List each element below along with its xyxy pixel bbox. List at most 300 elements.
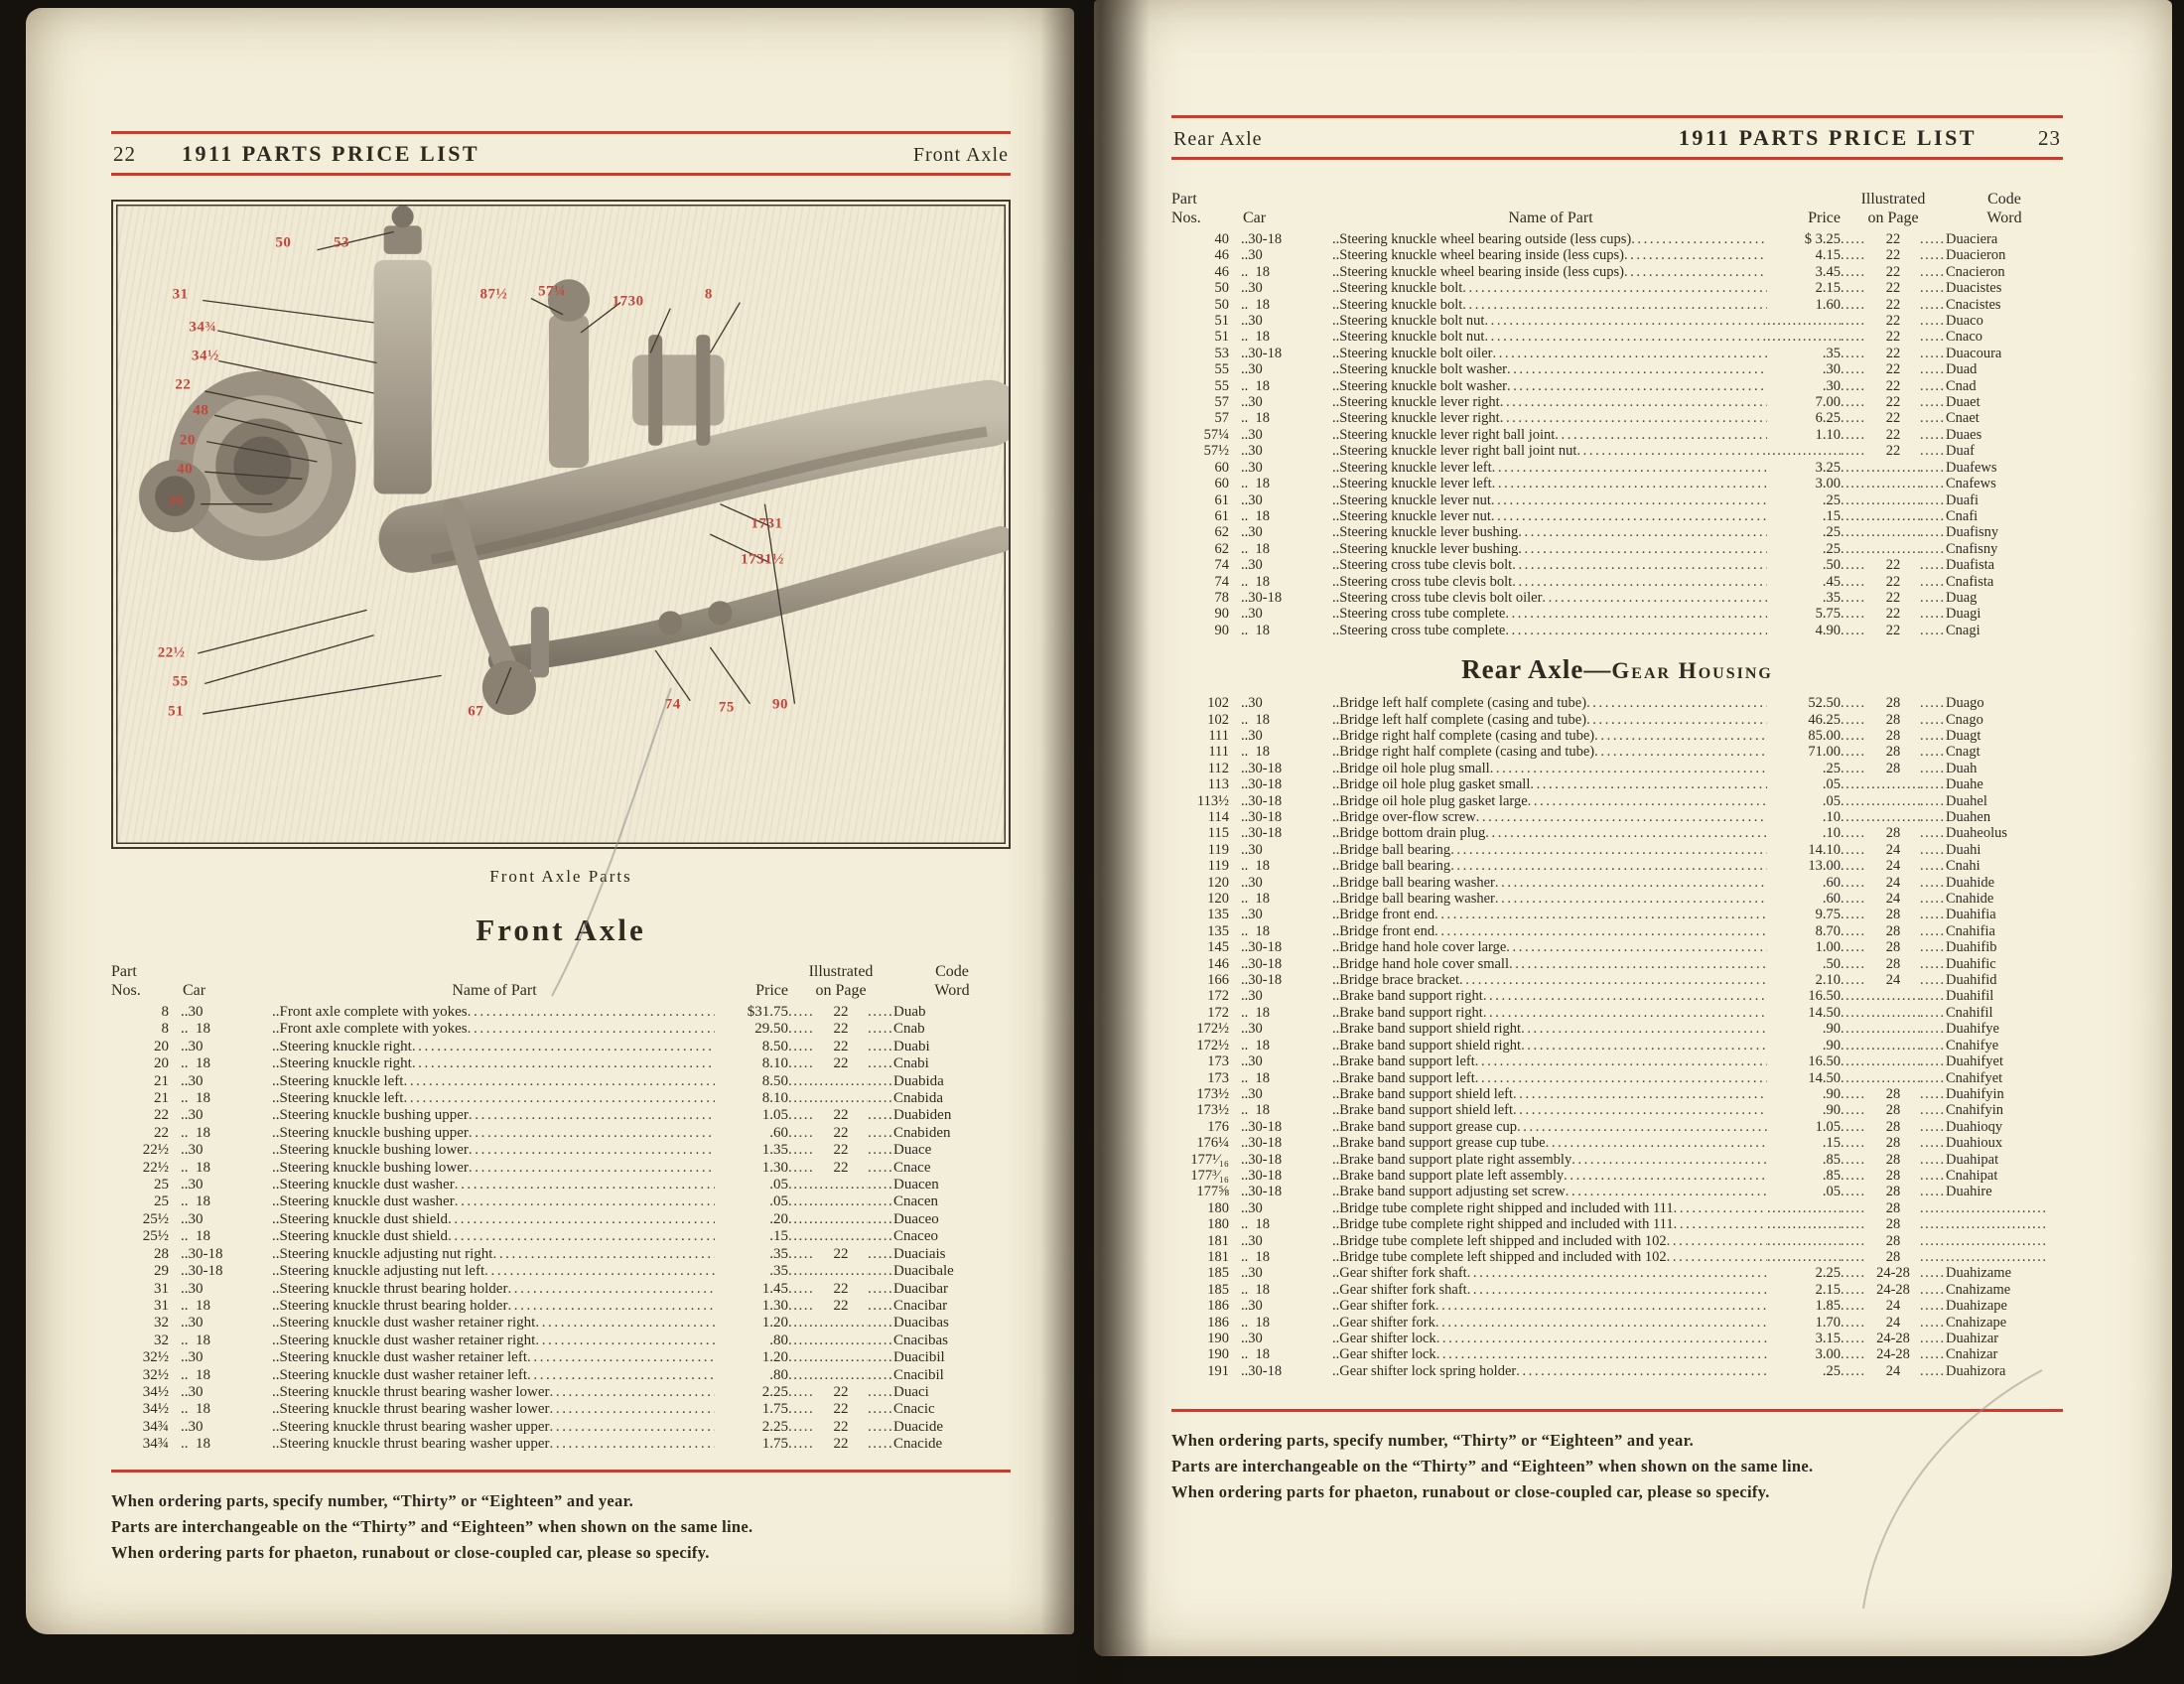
cell-code-word: Cnace — [893, 1159, 931, 1176]
parts-row — [111, 1107, 1011, 1124]
cell-car: ..30 — [181, 1177, 204, 1193]
dot-leader — [1920, 247, 1946, 263]
parts-row — [1171, 1086, 2063, 1102]
cell-illustrated-page: 28 — [1885, 744, 1901, 761]
dot-leader — [1841, 623, 1866, 638]
dot-leader — [1516, 1363, 1767, 1379]
cell-illustrated-page: 28 — [1885, 1248, 1901, 1265]
parts-row — [111, 1384, 1011, 1401]
dot-leader — [1624, 247, 1767, 263]
header-rule-bottom — [1171, 157, 2063, 160]
cell-part-name: .. Bridge over-flow screw — [1332, 809, 1476, 825]
cell-part-name: .. Brake band support grease cup tube — [1332, 1135, 1546, 1151]
cell-car: ..30-18 — [1241, 1167, 1283, 1184]
cell-price: .50 — [1822, 955, 1841, 972]
cell-part-number: 90 — [1214, 622, 1229, 638]
cell-part-name: .. Steering knuckle dust washer retainer left — [272, 1349, 527, 1366]
dot-leader — [1507, 378, 1767, 394]
cell-illustrated-page: 22 — [1885, 263, 1901, 280]
parts-row — [1171, 297, 2063, 313]
cell-code-word: Cnaco — [1946, 329, 1983, 346]
dot-leader — [1841, 1038, 1866, 1053]
cell-illustrated-page: 28 — [1885, 955, 1901, 972]
cell-part-number: 50 — [1214, 280, 1229, 297]
cell-part-number: 180 — [1207, 1199, 1229, 1216]
cell-part-name: .. Steering cross tube clevis bolt — [1332, 574, 1512, 590]
cell-illustrated-page: 22 — [1885, 361, 1901, 378]
cell-code-word: Cnacibas — [893, 1332, 948, 1348]
dot-leader — [788, 1436, 814, 1453]
cell-price: .10 — [1822, 809, 1841, 825]
cell-part-number: 20 — [154, 1038, 169, 1054]
cell-code-word: Duabiden — [893, 1107, 952, 1124]
parts-row — [1171, 907, 2063, 922]
cell-part-name: .. Steering knuckle lever left — [1332, 460, 1492, 476]
cell-price — [1767, 1216, 1841, 1232]
dot-leader — [1841, 744, 1866, 760]
cell-car: ..30 — [181, 1315, 204, 1332]
cell-code-word: Duacibil — [893, 1349, 945, 1366]
dot-leader — [1920, 875, 1946, 891]
dot-leader — [1920, 508, 1946, 524]
cell-part-name: .. Steering knuckle thrust bearing washer lower — [272, 1401, 550, 1418]
cell-part-name: .. Bridge tube complete left shipped and included with 102 — [1332, 1249, 1667, 1265]
cell-illustrated-page: 28 — [1885, 907, 1901, 923]
page-title: 1911 PARTS PRICE LIST — [1678, 125, 1977, 150]
dot-leader — [868, 1263, 893, 1280]
illustration-callout-number: 87½ — [479, 286, 508, 303]
parts-row — [1171, 712, 2063, 728]
dot-leader — [788, 1211, 814, 1228]
dot-leader — [1920, 346, 1946, 361]
cell-part-number: 8 — [161, 1004, 169, 1020]
cell-part-number: 113 — [1207, 776, 1229, 793]
cell-code-word: Cnahifia — [1946, 922, 1995, 939]
cell-part-number: 185 — [1207, 1281, 1229, 1298]
cell-part-name: .. Steering knuckle bushing upper — [272, 1125, 469, 1142]
dot-leader — [1841, 476, 1866, 491]
dot-leader — [469, 1125, 715, 1142]
dot-leader — [788, 1228, 814, 1245]
dot-leader — [1841, 361, 1866, 377]
dot-leader — [1500, 394, 1767, 410]
parts-row — [111, 1349, 1011, 1366]
cell-illustrated-page: 22 — [1885, 394, 1901, 411]
cell-price: 29.50 — [754, 1021, 788, 1038]
cell-part-name: .. Steering knuckle thrust bearing holder — [272, 1281, 507, 1298]
cell-illustrated-page: 28 — [1885, 1232, 1901, 1249]
dot-leader — [1841, 1168, 1866, 1184]
gear-housing-rows — [1171, 695, 2063, 1379]
dot-leader — [868, 1177, 893, 1193]
cell-part-name: .. Steering knuckle bolt — [1332, 297, 1462, 313]
cell-price: 2.15 — [1815, 1281, 1841, 1298]
cell-part-name: .. Steering knuckle lever nut — [1332, 492, 1491, 508]
cell-part-name: .. Steering knuckle adjusting nut right — [272, 1246, 492, 1263]
note-line: When ordering parts, specify number, “Thirty” or “Eighteen” and year. — [1171, 1431, 1695, 1451]
cell-car: ..30-18 — [181, 1263, 223, 1280]
cell-price — [1767, 1200, 1841, 1216]
parts-row — [1171, 1282, 2063, 1298]
cell-car: .. 18 — [1241, 622, 1270, 638]
cell-part-number: 120 — [1207, 891, 1229, 908]
dot-leader — [1467, 1265, 1767, 1281]
cell-code-word — [1946, 1216, 2063, 1232]
cell-illustrated-page: 24 — [1885, 1298, 1901, 1315]
cell-illustrated-page: 22 — [833, 1038, 849, 1054]
cell-part-name: .. Bridge right half complete (casing and tube) — [1332, 744, 1594, 760]
illustration-callout-number: 55 — [172, 673, 189, 690]
illustration-callout-number: 8 — [704, 286, 713, 303]
cell-price: .85 — [1822, 1151, 1841, 1168]
cell-code-word: Duahioux — [1946, 1135, 2003, 1152]
dot-leader — [1920, 761, 1946, 776]
col-header-name: Name of Part — [1508, 210, 1593, 226]
parts-row — [111, 1055, 1011, 1072]
cell-illustrated-page — [1866, 988, 1920, 1004]
cell-code-word: Duaciera — [1946, 231, 1998, 247]
col-header-page: Illustrated on Page — [808, 963, 874, 999]
cell-price: 4.90 — [1815, 622, 1841, 638]
dot-leader — [1841, 346, 1866, 361]
cell-part-number: 51 — [1214, 329, 1229, 346]
dot-leader — [1841, 1070, 1866, 1086]
cell-code-word: Cnahizape — [1946, 1314, 2007, 1331]
dot-leader — [1492, 476, 1767, 491]
cell-code-word: Cnahifyin — [1946, 1102, 2003, 1119]
cell-part-number: 31 — [154, 1297, 169, 1314]
cell-part-name: .. Steering knuckle dust washer — [272, 1177, 455, 1193]
cell-part-number: 22 — [154, 1107, 169, 1124]
cell-part-name: .. Steering knuckle lever right — [1332, 410, 1500, 426]
cell-code-word: Duacoura — [1946, 345, 2002, 361]
cell-code-word: Cnafews — [1946, 476, 1996, 492]
cell-price: .30 — [1822, 361, 1841, 378]
cell-car: .. 18 — [181, 1124, 210, 1141]
cell-part-number: 173 — [1207, 1053, 1229, 1070]
cell-car: .. 18 — [1241, 263, 1270, 280]
parts-row — [1171, 1038, 2063, 1053]
parts-row — [1171, 809, 2063, 825]
dot-leader — [1667, 1233, 1767, 1249]
cell-car: ..30 — [1241, 841, 1263, 858]
illustration-caption: Front Axle Parts — [489, 867, 632, 886]
cell-illustrated-page: 22 — [833, 1436, 849, 1453]
dot-leader — [1841, 875, 1866, 891]
dot-leader — [868, 1073, 893, 1090]
dot-leader — [868, 1142, 893, 1159]
cell-part-number: 135 — [1207, 907, 1229, 923]
cell-price — [1767, 443, 1841, 459]
dot-leader — [1841, 1021, 1866, 1037]
dot-leader — [484, 1263, 715, 1280]
dot-leader — [1920, 1184, 1946, 1199]
col-header-name: Name of Part — [452, 982, 537, 999]
cell-illustrated-page: 28 — [1885, 1118, 1901, 1135]
cell-price: 14.50 — [1808, 1069, 1841, 1086]
dot-leader — [1841, 410, 1866, 426]
cell-code-word: Duahifye — [1946, 1021, 1999, 1038]
cell-price: 3.25 — [1815, 459, 1841, 476]
cell-code-word: Duahide — [1946, 874, 1995, 891]
cell-code-word: Cnahifyet — [1946, 1069, 2003, 1086]
cell-illustrated-page: 22 — [1885, 296, 1901, 313]
cell-illustrated-page — [1866, 541, 1920, 557]
cell-price: 5.75 — [1815, 606, 1841, 623]
dot-leader — [1841, 1298, 1866, 1314]
cell-code-word: Cnabida — [893, 1090, 943, 1107]
dot-leader — [507, 1281, 715, 1298]
cell-part-number: 53 — [1214, 345, 1229, 361]
cell-illustrated-page: 22 — [1885, 573, 1901, 590]
cell-code-word: Duacen — [893, 1177, 939, 1193]
cell-car: ..30 — [1241, 1298, 1263, 1315]
parts-row — [1171, 1005, 2063, 1021]
cell-part-name: .. Brake band support plate left assembly — [1332, 1168, 1564, 1184]
cell-price: .60 — [1822, 891, 1841, 908]
cell-part-number: 90 — [1214, 606, 1229, 623]
dot-leader — [1841, 956, 1866, 972]
cell-part-number: 119 — [1207, 858, 1229, 875]
cell-price: .90 — [1822, 1102, 1841, 1119]
cell-car: ..30 — [1241, 557, 1263, 574]
parts-row — [1171, 1265, 2063, 1281]
cell-car: .. 18 — [181, 1021, 210, 1038]
rear-axle-table — [1171, 190, 2063, 638]
dot-leader — [1920, 574, 1946, 590]
cell-part-name: .. Steering knuckle wheel bearing outside (less cups) — [1332, 231, 1631, 247]
cell-code-word: Duahifia — [1946, 907, 1996, 923]
dot-leader — [868, 1004, 893, 1021]
parts-row — [111, 1193, 1011, 1210]
cell-part-name: .. Brake band support shield left — [1332, 1086, 1513, 1102]
header-rule-bottom — [111, 173, 1011, 176]
cell-code-word: Duahific — [1946, 955, 1996, 972]
illustration-callout-number: 22½ — [157, 644, 186, 661]
dot-leader — [1920, 231, 1946, 247]
cell-code-word: Cnafisny — [1946, 540, 1998, 557]
cell-price: 1.00 — [1815, 939, 1841, 956]
dot-leader — [1841, 427, 1866, 443]
parts-row — [1171, 1216, 2063, 1232]
cell-code-word: Duahifid — [1946, 972, 1997, 989]
cell-part-name: .. Steering knuckle dust washer retainer right — [272, 1315, 535, 1332]
cell-price — [1767, 313, 1841, 329]
cell-car: ..30 — [1241, 1265, 1263, 1282]
cell-price: 52.50 — [1808, 695, 1841, 712]
cell-illustrated-page — [814, 1315, 868, 1332]
cell-part-number: 177³⁄₁₆ — [1190, 1167, 1229, 1184]
illustration-callout-number: 31 — [172, 286, 189, 303]
cell-illustrated-page: 22 — [1885, 410, 1901, 427]
dot-leader — [1841, 1249, 1866, 1265]
cell-part-name: .. Steering knuckle bolt — [1332, 280, 1462, 296]
illustration-callout-number: 34½ — [192, 348, 219, 364]
cell-part-name: .. Steering knuckle bolt oiler — [1332, 346, 1492, 361]
dot-leader — [1500, 410, 1767, 426]
cell-illustrated-page — [814, 1349, 868, 1366]
dot-leader — [1920, 1315, 1946, 1331]
cell-part-name: .. Bridge oil hole plug gasket large — [1332, 793, 1528, 809]
cell-part-number: 146 — [1207, 955, 1229, 972]
dot-leader — [1920, 1200, 1946, 1216]
dot-leader — [1546, 1135, 1767, 1151]
cell-price: .90 — [1822, 1021, 1841, 1038]
cell-part-number: 40 — [1214, 231, 1229, 247]
cell-car: .. 18 — [1241, 711, 1270, 728]
parts-row — [1171, 825, 2063, 841]
cell-car: ..30-18 — [1241, 809, 1283, 825]
cell-part-name: .. Steering knuckle dust washer retainer right — [272, 1333, 535, 1349]
cell-part-number: 25 — [154, 1193, 169, 1210]
parts-row — [1171, 378, 2063, 394]
cell-part-number: 32 — [154, 1315, 169, 1332]
cell-price: 1.30 — [761, 1159, 788, 1176]
dot-leader — [1920, 1119, 1946, 1135]
cell-part-number: 177¹⁄₁₆ — [1190, 1151, 1229, 1168]
dot-leader — [1920, 623, 1946, 638]
cell-part-number: 32½ — [142, 1366, 169, 1383]
dot-leader — [1509, 956, 1767, 972]
cell-part-number: 114 — [1207, 809, 1229, 825]
parts-row — [1171, 728, 2063, 744]
cell-car: ..30-18 — [1241, 760, 1283, 776]
cell-illustrated-page — [1866, 492, 1920, 508]
dot-leader — [1841, 1184, 1866, 1199]
dot-leader — [868, 1055, 893, 1072]
parts-row — [111, 1039, 1011, 1055]
cell-part-name: .. Gear shifter lock — [1332, 1346, 1436, 1362]
cell-illustrated-page: 28 — [1885, 1102, 1901, 1119]
col-header-part: Part Nos. — [111, 963, 141, 999]
cell-code-word: Duahipat — [1946, 1151, 1999, 1168]
cell-illustrated-page: 22 — [1885, 606, 1901, 623]
cell-code-word: Cnad — [1946, 377, 1977, 394]
dot-leader — [1841, 972, 1866, 988]
dot-leader — [868, 1021, 893, 1038]
cell-part-name: .. Steering knuckle left — [272, 1090, 403, 1107]
dot-leader — [868, 1384, 893, 1401]
parts-row — [111, 1246, 1011, 1263]
cell-car: .. 18 — [1241, 476, 1270, 492]
dot-leader — [1841, 1331, 1866, 1346]
cell-price: 1.45 — [761, 1280, 788, 1297]
cell-code-word: Cnago — [1946, 711, 1983, 728]
cell-illustrated-page: 28 — [1885, 1216, 1901, 1233]
dot-leader — [868, 1401, 893, 1418]
cell-part-number: 181 — [1207, 1232, 1229, 1249]
dot-leader — [1920, 728, 1946, 744]
dot-leader — [1920, 923, 1946, 939]
parts-row — [1171, 1021, 2063, 1037]
cell-part-number: 55 — [1214, 377, 1229, 394]
cell-code-word: Duab — [893, 1004, 926, 1020]
ordering-notes — [1171, 1428, 2063, 1505]
parts-row — [1171, 443, 2063, 459]
parts-row — [1171, 231, 2063, 247]
dot-leader — [1920, 1070, 1946, 1086]
dot-leader — [1841, 1135, 1866, 1151]
cell-illustrated-page: 22 — [833, 1280, 849, 1297]
parts-row — [1171, 264, 2063, 280]
dot-leader — [1920, 297, 1946, 313]
cell-part-number: 102 — [1207, 695, 1229, 712]
dot-leader — [1476, 809, 1767, 825]
parts-row — [1171, 606, 2063, 622]
parts-row — [1171, 574, 2063, 590]
parts-row — [1171, 313, 2063, 329]
cell-part-number: 25 — [154, 1177, 169, 1193]
dot-leader — [788, 1055, 814, 1072]
cell-illustrated-page: 28 — [1885, 711, 1901, 728]
dot-leader — [1521, 1021, 1767, 1037]
cell-code-word: Cnacen — [893, 1193, 938, 1210]
cell-part-name: .. Steering knuckle lever right ball joint — [1332, 427, 1555, 443]
cell-illustrated-page — [814, 1333, 868, 1349]
parts-row — [111, 1298, 1011, 1315]
cell-price: .80 — [769, 1366, 788, 1383]
cell-price: .25 — [1822, 524, 1841, 541]
dot-leader — [535, 1333, 715, 1349]
dot-leader — [1841, 1005, 1866, 1021]
dot-leader — [1920, 695, 1946, 711]
cell-illustrated-page: 28 — [1885, 939, 1901, 956]
cell-illustrated-page — [814, 1073, 868, 1090]
dot-leader — [1920, 1216, 1946, 1232]
cell-code-word: Cnahifye — [1946, 1037, 1999, 1053]
cell-code-word: Cnafi — [1946, 507, 1979, 524]
dot-leader — [1518, 524, 1767, 540]
parts-row — [1171, 1346, 2063, 1362]
cell-illustrated-page: 22 — [833, 1004, 849, 1020]
cell-price: 8.50 — [761, 1072, 788, 1089]
dot-leader — [1586, 695, 1767, 711]
cell-part-number: 177⅝ — [1196, 1184, 1229, 1200]
dot-leader — [1920, 524, 1946, 540]
cell-code-word: Duahire — [1946, 1184, 1992, 1200]
parts-row — [1171, 695, 2063, 711]
illustration-callout-number: 26 — [168, 492, 185, 509]
cell-code-word: Duacide — [893, 1418, 943, 1435]
dot-leader — [1920, 1053, 1946, 1069]
dot-leader — [1841, 1346, 1866, 1362]
parts-row — [1171, 1363, 2063, 1379]
cell-part-name: .. Steering knuckle thrust bearing washer upper — [272, 1419, 550, 1436]
dot-leader — [1576, 443, 1767, 459]
cell-part-number: 22½ — [142, 1159, 169, 1176]
dot-leader — [1841, 695, 1866, 711]
cell-price: 2.10 — [1815, 972, 1841, 989]
parts-row — [1171, 394, 2063, 410]
cell-price: 1.30 — [761, 1297, 788, 1314]
rear-axle-table-header — [1171, 190, 2063, 227]
dot-leader — [1920, 590, 1946, 606]
dot-leader — [1490, 761, 1767, 776]
footer-rule — [111, 1470, 1011, 1473]
cell-code-word: Duacieron — [1946, 247, 2006, 264]
dot-leader — [1841, 1152, 1866, 1168]
dot-leader — [468, 1021, 715, 1038]
illustration-callout-number: 74 — [664, 696, 681, 713]
cell-part-name: .. Steering knuckle left — [272, 1073, 403, 1090]
parts-row — [1171, 1298, 2063, 1314]
dot-leader — [868, 1246, 893, 1263]
cell-part-name: .. Bridge hand hole cover large — [1332, 939, 1506, 955]
cell-car: ..30 — [1241, 907, 1263, 923]
dot-leader — [788, 1349, 814, 1366]
cell-part-name: .. Bridge ball bearing washer — [1332, 891, 1495, 907]
cell-code-word: Duafews — [1946, 459, 1997, 476]
